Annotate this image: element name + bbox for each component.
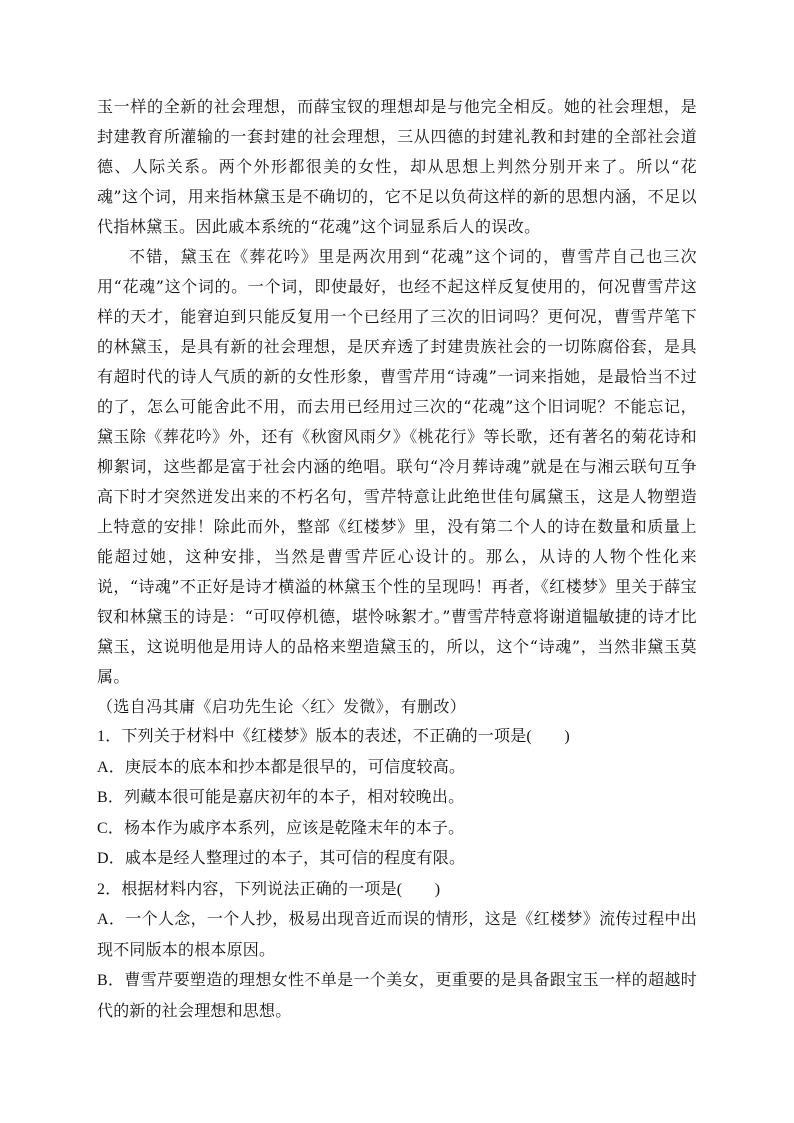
question-stem: 1．下列关于材料中《红楼梦》版本的表述，不正确的一项是( ) <box>97 728 570 745</box>
option-b: B．列藏本很可能是嘉庆初年的本子，相对较晚出。 <box>97 789 465 806</box>
question-stem: 2．根据材料内容，下列说法正确的一项是( ) <box>97 880 441 898</box>
option-d: D．戚本是经人整理过的本子，其可信的程度有限。 <box>97 850 466 867</box>
option-a: A．一个人念，一个人抄，极易出现音近而误的情形，这是《红楼梦》流传过程中出现不同版本的根本原因。 <box>97 911 697 959</box>
passage-paragraph-2: 不错，黛玉在《葬花吟》里是两次用到“花魂”这个词的，曹雪芹自己也三次用“花魂”这个词的。一个词，即使最好，也经不起这样反复使用的，何况曹雪芹这样的天才，能窘迫到只能反复用一个已经用了三次的旧词吗？更何况，曹雪芹笔下的林黛玉，是具有新的社会理想，是厌弃透了封建贵族社会的一切陈腐俗套，是具有超时代的诗人气质的新的女性形象，曹雪芹用“诗魂”一词来指她，是最恰当不过的了，怎么可能舍此不用，而去用已经用过三次的“花魂”这个旧词呢？不能忘记，黛玉除《葬花吟》外，还有《秋窗风雨夕》《桃花行》等长歌，还有著名的菊花诗和柳絮词，这些都是富于社会内涵的绝唱。联句“冷月葬诗魂”就是在与湘云联句互争高下时才突然迸发出来的不朽名句，雪芹特意让此绝世佳句属黛玉，这是人物塑造上特意的安排！除此而外，整部《红楼梦》里，没有第二个人的诗在数量和质量上能超过她，这种安排，当然是曹雪芹匠心设计的。那么，从诗的人物个性化来说，“诗魂”不正好是诗才横溢的林黛玉个性的呈现吗！再者，《红楼梦》里关于薛宝钗和林黛玉的诗是：“可叹停机德，堪怜咏絮才。”曹雪芹特意将谢道韫敏捷的诗才比黛玉，这说明他是用诗人的品格来塑造黛玉的，所以，这个“诗魂”，当然非黛玉莫属。 <box>97 247 697 686</box>
option-c: C．杨本作为戚序本系列，应该是乾隆末年的本子。 <box>97 819 465 837</box>
option-b: B．曹雪芹要塑造的理想女性不单是一个美女，更重要的是具备跟宝玉一样的超越时代的新的社会理想和思想。 <box>97 972 697 1020</box>
question-1 <box>97 722 697 875</box>
passage-paragraph-1: 玉一样的全新的社会理想，而薛宝钗的理想却是与他完全相反。她的社会理想，是封建教育所灌输的一套封建的社会理想，三从四德的封建礼教和封建的全部社会道德、人际关系。两个外形都很美的女性，却从思想上判然分别开来了。所以“花魂”这个词，用来指林黛玉是不确切的，它不足以负荷这样的新的思想内涵，不足以代指林黛玉。因此戚本系统的“花魂”这个词显系后人的误改。 <box>97 97 697 236</box>
option-a: A．庚辰本的底本和抄本都是很早的，可信度较高。 <box>97 758 466 776</box>
question-list <box>97 722 697 1027</box>
passage-source: （选自冯其庸《启功先生论〈红〉发微》，有删改） <box>97 697 467 716</box>
document-page <box>97 92 697 1027</box>
reading-passage <box>97 92 697 722</box>
question-2 <box>97 875 697 1028</box>
